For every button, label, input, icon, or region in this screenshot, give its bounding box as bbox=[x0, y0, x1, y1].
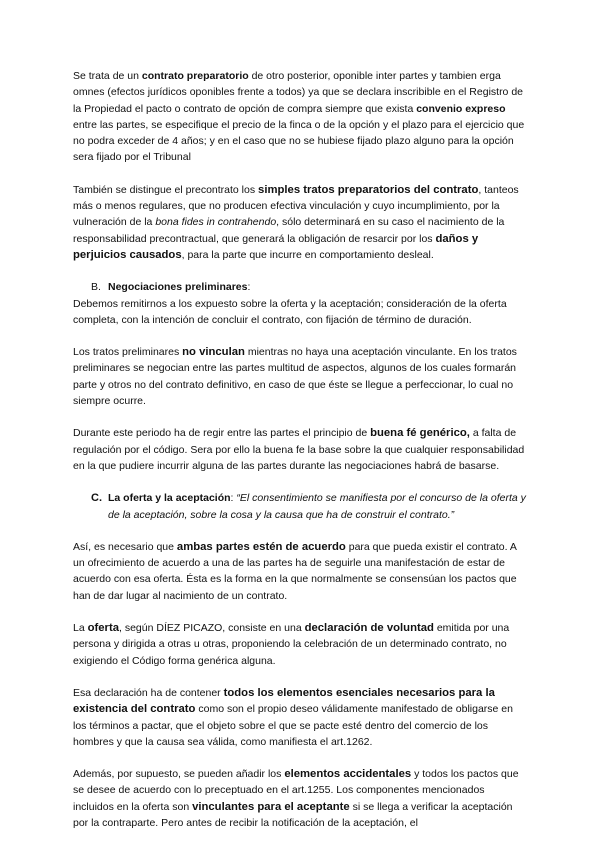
text-run: Los tratos preliminares bbox=[73, 346, 183, 359]
bold-term: ambas partes estén de acuerdo bbox=[176, 540, 346, 553]
paragraph-contrato-preparatorio bbox=[73, 68, 528, 166]
text-run: a falta de regulación por el código. Sera por ello la buena fe la base sobre la que cualquier responsabilidad en la que pudiere incurrir alguna de las partes durante las negociaciones habrá de basarse. bbox=[73, 427, 525, 472]
section-heading-c bbox=[73, 490, 528, 523]
text-run: Además, por supuesto, se pueden añadir los bbox=[73, 768, 285, 781]
section-number: B. bbox=[91, 281, 101, 294]
italic-term: bona fides in contrahendo bbox=[155, 216, 277, 229]
text-run: : bbox=[247, 281, 251, 294]
paragraph-no-vinculan bbox=[73, 344, 528, 409]
text-run: para que pueda existir el contrato. A un ofrecimiento de acuerdo a una de las partes ha de seguirle una manifestación de estar de acuerdo con esa oferta. Ésta es la forma en la que normalmente se consensúan los pactos que han de dar lugar al nacimiento de un contrato. bbox=[73, 540, 517, 602]
bold-term: no vinculan bbox=[182, 346, 245, 359]
paragraph-buena-fe bbox=[73, 425, 528, 474]
document-body bbox=[73, 68, 528, 847]
text-run: , para la parte que incurre en comportamiento desleal. bbox=[181, 248, 434, 261]
bold-term: vinculantes para el aceptante bbox=[192, 800, 350, 813]
section-title: Negociaciones preliminares bbox=[108, 281, 248, 294]
text-run: También se distingue el precontrato los bbox=[73, 183, 259, 196]
bold-term: buena fé genérico, bbox=[370, 427, 470, 440]
section-quote: “El consentimiento se manifiesta por el concurso de la oferta y de la aceptación, sobre la cosa y la causa que ha de construir el contrato.” bbox=[108, 492, 526, 521]
section-title: La oferta y la aceptación bbox=[108, 492, 231, 505]
text-run: si se llega a verificar la aceptación por la contraparte. Pero antes de recibir la notificación de la aceptación, el bbox=[73, 800, 513, 829]
text-run: emitida por una persona y dirigida a otras u otras, proponiendo la celebración de un determinado contrato, no exigiendo el Código forma genérica alguna. bbox=[73, 622, 510, 667]
text-run: Esa declaración ha de contener bbox=[73, 686, 224, 699]
text-run: como son el propio deseo válidamente manifestado de obligarse en los términos a pactar, que el objeto sobre el que se pacte esté dentro del comercio de los hombres y que la causa sea válida, como manifiesta el art.1262. bbox=[73, 703, 513, 748]
text-run: mientras no haya una aceptación vinculante. En los tratos preliminares se negocian entre las partes multitud de aspectos, algunos de los cuales formarán parte y otros no del contrato definitivo, en caso de que éste se llegue a perfeccionar, lo cual no siempre ocurre. bbox=[73, 346, 517, 408]
paragraph-remitirnos bbox=[73, 296, 528, 329]
text-run: y todos los pactos que se desee de acuerdo con lo preceptuado en el art.1255. Los componentes mencionados incluidos en la oferta son bbox=[73, 768, 519, 813]
paragraph-tratos-preparatorios bbox=[73, 182, 528, 263]
section-number: C. bbox=[91, 492, 102, 505]
bold-term: contrato preparatorio bbox=[141, 70, 249, 82]
bold-term: oferta bbox=[87, 622, 119, 635]
text-run: , sólo determinará en su caso el nacimiento de la responsabilidad precontractual, que generará la obligación de resarcir por los bbox=[73, 216, 505, 245]
text-run: , tanteos más o menos regulares, que no producen efectiva vinculación y cuyo incumplimiento, por la vulneración de la bbox=[73, 183, 519, 229]
paragraph-elementos-accidentales bbox=[73, 766, 528, 831]
bold-term: declaración de voluntad bbox=[304, 622, 434, 635]
text-run: : bbox=[230, 492, 237, 505]
text-run: Así, es necesario que bbox=[73, 540, 177, 553]
text-run: de otro posterior, oponible inter partes y tambien erga omnes (efectos jurídicos oponibles frente a todos) ya que se declara inscribible en el Registro de la Propiedad el pacto o contrato de opción de compra siempre que exista bbox=[73, 70, 523, 115]
bold-term: daños y perjuicios causados bbox=[73, 232, 479, 261]
bold-term: simples tratos preparatorios del contrato bbox=[258, 183, 479, 196]
paragraph-elementos-esenciales bbox=[73, 685, 528, 750]
paragraph-oferta-definicion bbox=[73, 620, 528, 669]
text-run: , según DÍEZ PICAZO, consiste en una bbox=[119, 622, 305, 635]
section-heading-b bbox=[73, 279, 528, 295]
text-run: Se trata de un bbox=[73, 70, 142, 82]
bold-term: elementos accidentales bbox=[284, 768, 412, 781]
bold-term: convenio expreso bbox=[416, 102, 506, 115]
paragraph-ambas-partes bbox=[73, 539, 528, 604]
bold-term: todos los elementos esenciales necesarios para la existencia del contrato bbox=[73, 686, 495, 716]
text-run: entre las partes, se especifique el precio de la finca o de la opción y el plazo para el ejercicio que no podra exceder de 4 años; y en el caso que no se hubiese fijado plazo alguno para la opción sera fijado por el Tribunal bbox=[73, 118, 525, 164]
text-run: Durante este periodo ha de regir entre las partes el principio de bbox=[73, 427, 371, 440]
section-heading-c-body bbox=[108, 490, 528, 523]
text-run: La bbox=[73, 622, 88, 635]
text-run: Debemos remitirnos a los expuesto sobre la oferta y la aceptación; consideración de la oferta completa, con la intención de concluir el contrato, con fijación de término de duración. bbox=[73, 297, 507, 326]
